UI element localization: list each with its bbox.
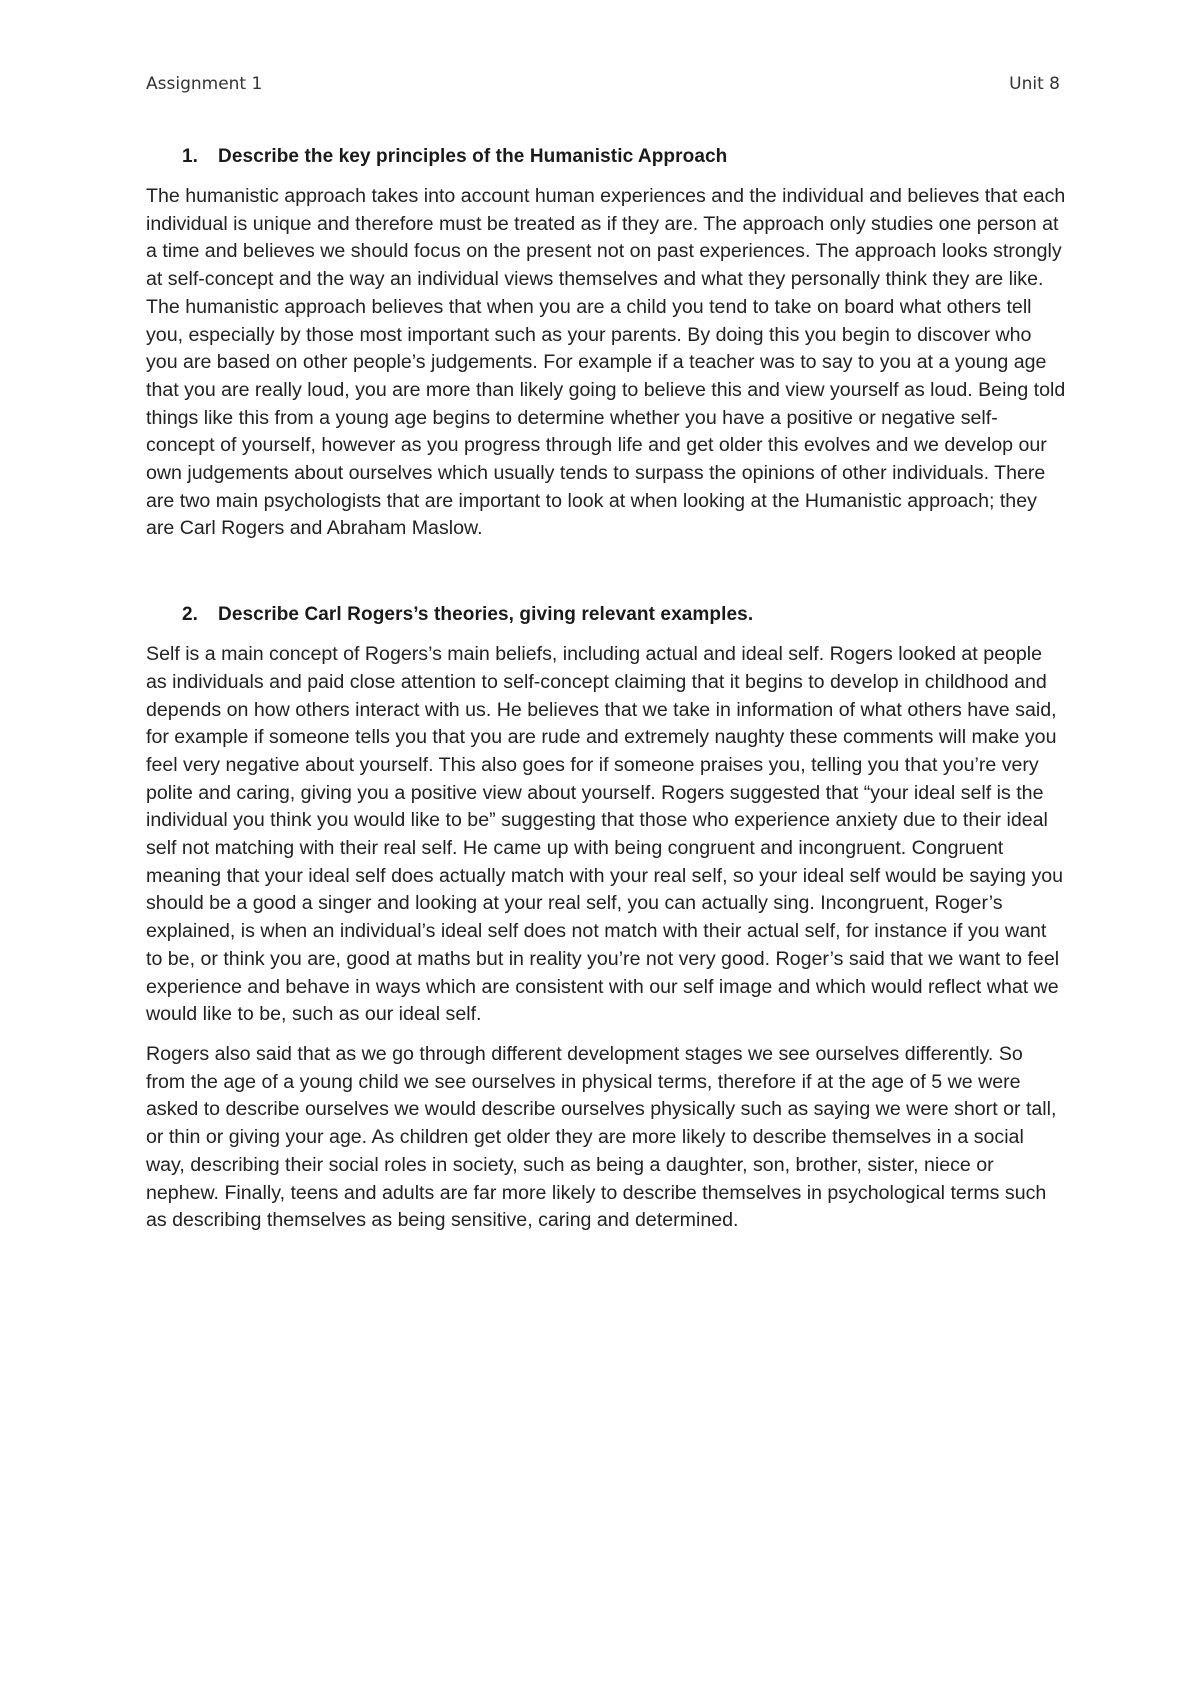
question-heading-2 [146,601,1066,629]
answer-paragraph-1: The humanistic approach takes into account human experiences and the individual and believes that each individual is unique and therefore must be treated as if they are. The approach only studies one person at a time and believes we should focus on the present not on past experiences. The approach looks strongly at self-concept and the way an individual views themselves and what they personally think they are like. The humanistic approach believes that when you are a child you tend to take on board what others tell you, especially by those most important such as your parents. By doing this you begin to discover who you are based on other people’s judgements. For example if a teacher was to say to you at a young age that you are really loud, you are more than likely going to believe this and view yourself as loud. Being told things like this from a young age begins to determine whether you have a positive or negative self-concept of yourself, however as you progress through life and get older this evolves and we develop our own judgements about ourselves which usually tends to surpass the opinions of other individuals. There are two main psychologists that are important to look at when looking at the Humanistic approach; they are Carl Rogers and Abraham Maslow. [146,185,1066,540]
question-text-2: Describe Carl Rogers’s theories, giving relevant examples. [218,604,754,626]
section-spacer [146,555,1066,601]
answer-paragraph-3: Rogers also said that as we go through different development stages we see ourselves differently. So from the age of a young child we see ourselves in physical terms, therefore if at the age of 5 we were asked to describe ourselves we would describe ourselves physically such as saying we were short or tall, or thin or giving your age. As children get older they are more likely to describe themselves in a social way, describing their social roles in society, such as being a daughter, son, brother, sister, niece or nephew. Finally, teens and adults are far more likely to describe themselves in psychological terms such as describing themselves as being sensitive, caring and determined. [146,1042,1057,1232]
header-unit-label: Unit 8 [1009,74,1060,94]
answer-paragraph-2: Self is a main concept of Rogers’s main beliefs, including actual and ideal self. Rogers looked at people as individuals and paid close attention to self-concept claiming that it begins to develop in childhood and depends on how others interact with us. He believes that we take in information of what others have said, for example if someone tells you that you are rude and extremely naughty these comments will make you feel very negative about yourself. This also goes for if someone praises you, telling you that you’re very polite and caring, giving you a positive view about yourself. Rogers suggested that “your ideal self is the individual you think you would like to be” suggesting that those who experience anxiety due to their ideal self not matching with their real self. He came up with being congruent and incongruent. Congruent meaning that your ideal self does actually match with your real self, so your ideal self would be saying you should be a good a singer and looking at your real self, you can actually sing. Incongruent, Roger’s explained, is when an individual’s ideal self does not match with their actual self, for instance if you want to be, or think you are, good at maths but in reality you’re not very good. Roger’s said that we want to feel experience and behave in ways which are consistent with our self image and which would reflect what we would like to be, such as our ideal self. [146,643,1064,1026]
question-number-2: 2. [182,604,199,626]
page-header [146,74,1060,102]
question-text-1: Describe the key principles of the Humanistic Approach [218,146,728,167]
document-body [146,143,1066,1247]
question-heading-1 [146,143,1066,171]
header-assignment-label: Assignment 1 [146,74,263,94]
question-number-1: 1. [182,146,199,167]
